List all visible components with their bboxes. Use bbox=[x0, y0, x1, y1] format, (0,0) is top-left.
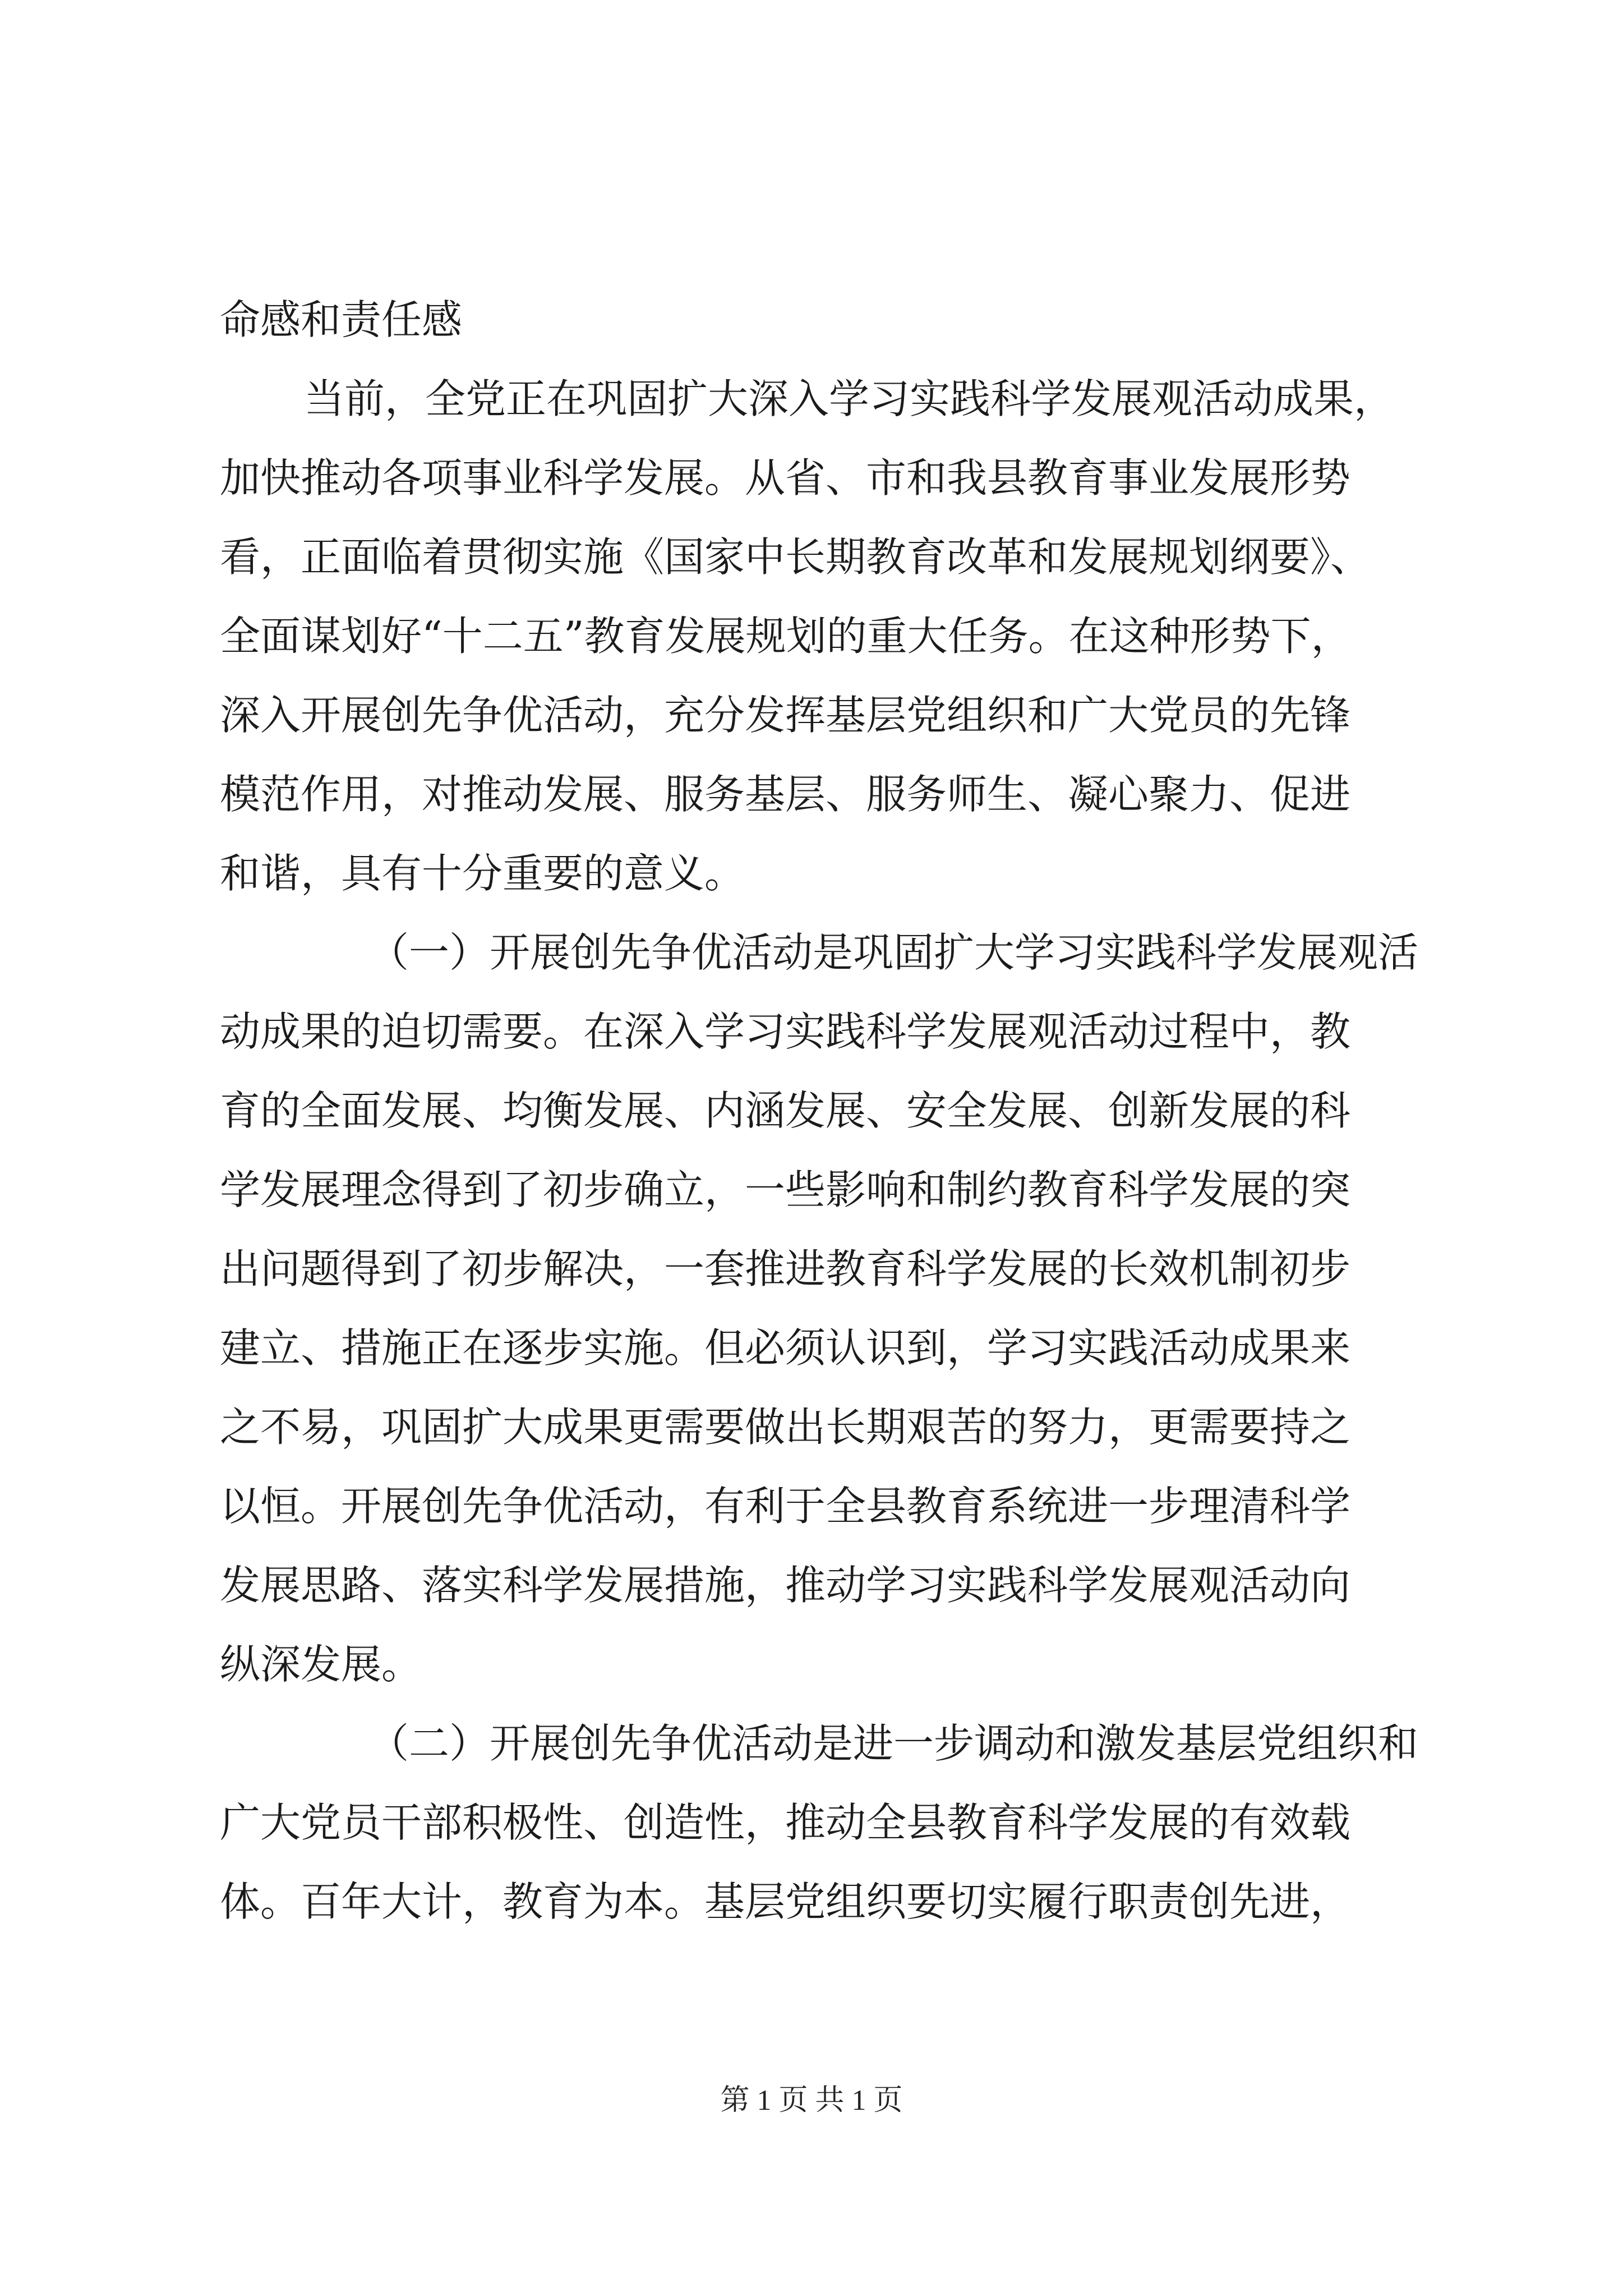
text-line: 广大党员干部积极性、创造性，推动全县教育科学发展的有效载 bbox=[220, 1799, 1351, 1846]
text-line: 加快推动各项事业科学发展。从省、市和我县教育事业发展形势 bbox=[220, 454, 1351, 501]
page-footer: 第 1 页 共 1 页 bbox=[720, 2085, 903, 2116]
text-line: 育的全面发展、均衡发展、内涵发展、安全发展、创新发展的科 bbox=[220, 1087, 1351, 1134]
document-body bbox=[220, 280, 1434, 1941]
section-heading-line: （一）开展创先争优活动是巩固扩大学习实践科学发展观活 bbox=[368, 929, 1419, 976]
text-line: 当前，全党正在巩固扩大深入学习实践科学发展观活动成果， bbox=[304, 375, 1395, 422]
text-line: 出问题得到了初步解决，一套推进教育科学发展的长效机制初步 bbox=[220, 1245, 1351, 1292]
text-line: 学发展理念得到了初步确立，一些影响和制约教育科学发展的突 bbox=[220, 1166, 1351, 1213]
text-line: 深入开展创先争优活动，充分发挥基层党组织和广大党员的先锋 bbox=[220, 692, 1351, 739]
section-heading-line: （二）开展创先争优活动是进一步调动和激发基层党组织和 bbox=[368, 1720, 1419, 1767]
text-line: 全面谋划好“十二五”教育发展规划的重大任务。在这种形势下， bbox=[220, 613, 1352, 660]
text-line: 看，正面临着贯彻实施《国家中长期教育改革和发展规划纲要》、 bbox=[220, 533, 1371, 581]
text-line: 建立、措施正在逐步实施。但必须认识到，学习实践活动成果来 bbox=[220, 1324, 1351, 1372]
text-line: 纵深发展。 bbox=[220, 1641, 422, 1688]
text-line: 体。百年大计，教育为本。基层党组织要切实履行职责创先进， bbox=[220, 1878, 1351, 1925]
text-line: 模范作用，对推动发展、服务基层、服务师生、凝心聚力、促进 bbox=[220, 771, 1351, 818]
text-line: 之不易，巩固扩大成果更需要做出长期艰苦的努力，更需要持之 bbox=[220, 1404, 1351, 1451]
text-line: 发展思路、落实科学发展措施，推动学习实践科学发展观活动向 bbox=[220, 1562, 1351, 1609]
text-line: 动成果的迫切需要。在深入学习实践科学发展观活动过程中，教 bbox=[220, 1008, 1351, 1055]
text-line: 和谐，具有十分重要的意义。 bbox=[220, 850, 745, 897]
text-line: 命感和责任感 bbox=[220, 296, 463, 343]
text-line: 以恒。开展创先争优活动，有利于全县教育系统进一步理清科学 bbox=[220, 1483, 1351, 1530]
